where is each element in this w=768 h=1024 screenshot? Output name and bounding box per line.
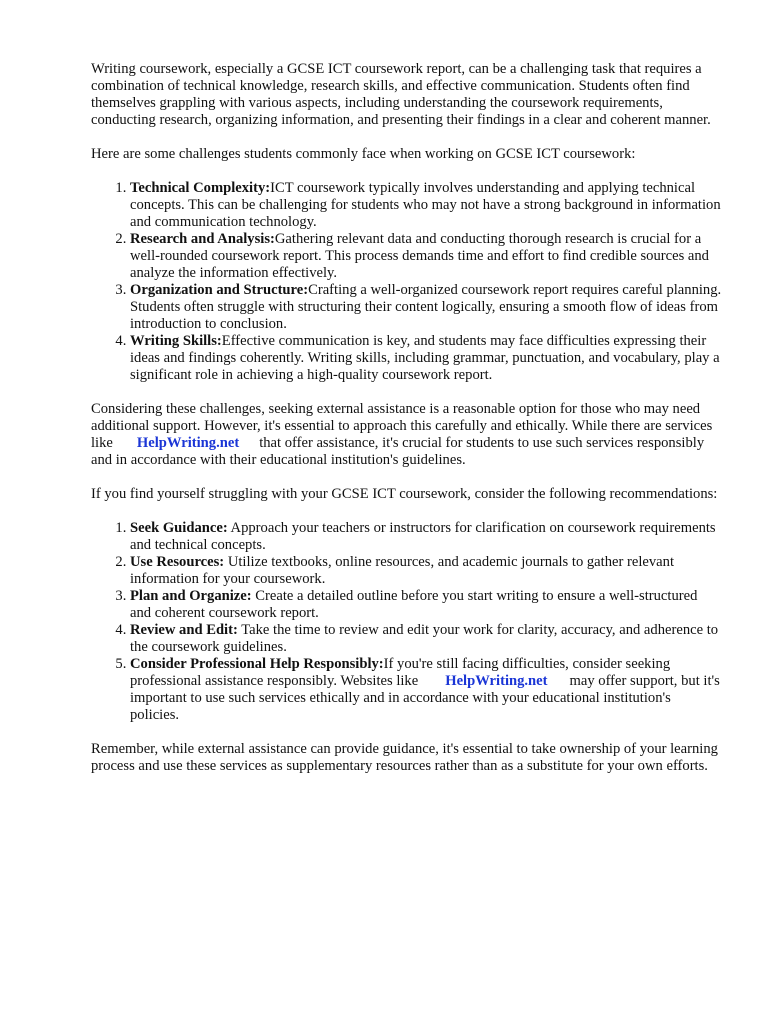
list-item (130, 588, 722, 622)
item-title: Writing Skills: (130, 333, 222, 349)
item-text: Crafting a well-organized coursework report requires careful planning. Students often struggle with structuring their content logically, ensuring a smooth flow of ideas from introduction to conclusion. (130, 282, 722, 332)
list-item (130, 282, 722, 333)
item-title: Seek Guidance: (130, 520, 228, 536)
closing-paragraph: Remember, while external assistance can provide guidance, it's essential to take ownership of your learning process and use these services as supplementary resources rather than as a substitute for your own efforts. (91, 741, 718, 774)
item-text: Create a detailed outline before you start writing to ensure a well-structured and coherent coursework report. (130, 588, 698, 621)
list-item (130, 333, 722, 384)
item-title: Consider Professional Help Responsibly: (130, 656, 384, 672)
item-title: Technical Complexity: (130, 180, 271, 196)
list-item (130, 231, 722, 282)
item-text: Effective communication is key, and students may face difficulties expressing their ideas and findings coherently. Writing skills, including grammar, punctuation, and vocabulary, play a significant role in achieving a high-quality coursework report. (130, 333, 720, 383)
item-text: Gathering relevant data and conducting thorough research is crucial for a well-rounded coursework report. This process demands time and effort to find credible sources and analyze the information effectively. (130, 231, 709, 281)
list-item (130, 656, 722, 724)
item-text-before: If you're still facing difficulties, consider seeking professional assistance responsibly. Websites like (130, 656, 671, 689)
intro-paragraph: Writing coursework, especially a GCSE ICT coursework report, can be a challenging task that requires a combination of technical knowledge, research skills, and effective communication. Students often find themselves grappling with various aspects, including understanding the coursework requirements, conducting research, organizing information, and presenting their findings in a clear and coherent manner. (91, 61, 711, 128)
considering-after: that offer assistance, it's crucial for students to use such services responsibly and in accordance with their educational institution's guidelines. (91, 435, 705, 468)
recommendations-list (91, 520, 722, 724)
item-text: ICT coursework typically involves understanding and applying technical concepts. This can be challenging for students who may not have a strong background in information and communication technology. (130, 180, 721, 230)
item-text: Take the time to review and edit your work for clarity, accuracy, and adherence to the coursework guidelines. (130, 622, 719, 655)
item-title: Organization and Structure: (130, 282, 309, 298)
list-item (130, 554, 722, 588)
item-text: Utilize textbooks, online resources, and academic journals to gather relevant information for your coursework. (130, 554, 674, 587)
challenges-intro: Here are some challenges students commonly face when working on GCSE ICT coursework: (91, 146, 636, 162)
helpwriting-link[interactable]: HelpWriting.net (136, 435, 240, 451)
challenges-list (91, 180, 722, 384)
helpwriting-link[interactable]: HelpWriting.net (445, 673, 548, 689)
item-title: Research and Analysis: (130, 231, 275, 247)
item-title: Review and Edit: (130, 622, 238, 638)
considering-before: Considering these challenges, seeking external assistance is a reasonable option for those who may need additional support. However, it's essential to approach this carefully and ethically. While there are services like (91, 401, 713, 451)
list-item (130, 180, 722, 231)
struggle-paragraph: If you find yourself struggling with your GCSE ICT coursework, consider the following recommendations: (91, 486, 718, 502)
list-item (130, 520, 722, 554)
item-text-after: may offer support, but it's important to use such services ethically and in accordance with your educational institution's policies. (130, 673, 720, 723)
list-item (130, 622, 722, 656)
item-title: Use Resources: (130, 554, 225, 570)
item-title: Plan and Organize: (130, 588, 252, 604)
item-text: Approach your teachers or instructors for clarification on coursework requirements and technical concepts. (130, 520, 716, 553)
considering-paragraph (91, 401, 722, 469)
